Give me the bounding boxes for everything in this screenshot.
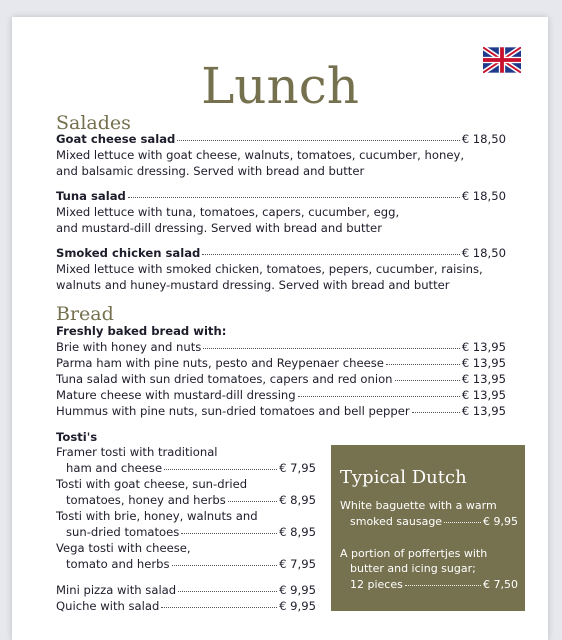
menu-item (350, 516, 518, 527)
item-price: € 7,95 (279, 461, 316, 475)
leader-dots (202, 254, 459, 255)
item-name-line: White baguette with a warm (340, 499, 497, 512)
menu-item (66, 463, 316, 475)
item-description (56, 147, 464, 179)
item-price: € 9,95 (483, 515, 518, 528)
item-price: € 8,95 (279, 493, 316, 507)
item-name: Tuna salad with sun dried tomatoes, capers and red onion (56, 372, 393, 386)
leader-dots (161, 607, 277, 608)
leader-dots (386, 364, 460, 365)
leader-dots (128, 197, 460, 198)
item-price: € 13,95 (461, 356, 506, 370)
item-name-line: Tosti with goat cheese, sun-dried (56, 477, 248, 491)
typical-dutch-title: Typical Dutch (340, 467, 467, 488)
menu-item (56, 134, 506, 146)
item-price: € 9,95 (279, 583, 316, 597)
item-price: € 9,95 (279, 599, 316, 613)
item-price: € 18,50 (461, 189, 506, 203)
description-line: and balsamic dressing. Served with bread and butter (56, 164, 365, 178)
menu-item (66, 559, 316, 571)
item-name: Smoked chicken salad (56, 246, 201, 260)
item-price: € 13,95 (461, 372, 506, 386)
leader-dots (164, 469, 277, 470)
menu-page (12, 17, 548, 640)
item-name: ham and cheese (66, 461, 163, 475)
item-name: Mature cheese with mustard-dill dressing (56, 388, 296, 402)
item-price: € 18,50 (461, 246, 506, 260)
menu-item (56, 248, 506, 260)
section-title-bread: Bread (56, 303, 114, 325)
menu-item (350, 579, 518, 590)
typical-dutch-box (331, 445, 525, 611)
item-name-line: Tosti with brie, honey, walnuts and (56, 509, 258, 523)
item-price: € 7,95 (279, 557, 316, 571)
item-price: € 13,95 (461, 388, 506, 402)
item-name-line: A portion of poffertjes with (340, 547, 488, 560)
leader-dots (181, 533, 277, 534)
menu-item (66, 495, 316, 507)
item-name: Quiche with salad (56, 599, 160, 613)
description-line: Mixed lettuce with smoked chicken, tomatoes, pepers, cucumber, raisins, (56, 262, 483, 276)
tosti-subtitle: Tosti's (56, 430, 98, 444)
leader-dots (395, 380, 460, 381)
leader-dots (172, 565, 278, 566)
item-name: Mini pizza with salad (56, 583, 177, 597)
item-description (56, 204, 399, 236)
leader-dots (203, 348, 459, 349)
bread-subtitle: Freshly baked bread with: (56, 324, 227, 338)
description-line: and mustard-dill dressing. Served with bread and butter (56, 221, 382, 235)
menu-item (66, 527, 316, 539)
menu-item (56, 406, 506, 418)
menu-item (56, 191, 506, 203)
item-price: € 8,95 (279, 525, 316, 539)
item-name: tomatoes, honey and herbs (66, 493, 226, 507)
item-name: Tuna salad (56, 189, 126, 203)
leader-dots (178, 591, 277, 592)
item-name-line: butter and icing sugar; (350, 562, 476, 575)
item-name-line: Vega tosti with cheese, (56, 541, 191, 555)
item-price: € 18,50 (461, 132, 506, 146)
item-price: € 7,50 (483, 578, 518, 591)
item-name: 12 pieces (350, 578, 403, 591)
menu-item (56, 374, 506, 386)
leader-dots (298, 396, 460, 397)
menu-item (56, 601, 316, 613)
menu-item (56, 585, 316, 597)
menu-item (56, 390, 506, 402)
page-title: Lunch (201, 57, 359, 115)
description-line: Mixed lettuce with tuna, tomatoes, capers, cucumber, egg, (56, 205, 400, 219)
item-description (56, 261, 483, 293)
menu-item (56, 342, 506, 354)
item-name: tomato and herbs (66, 557, 170, 571)
leader-dots (177, 140, 459, 141)
leader-dots (444, 522, 481, 523)
leader-dots (228, 501, 277, 502)
description-line: walnuts and huney-mustard dressing. Served with bread and butter (56, 278, 450, 292)
menu-item (56, 358, 506, 370)
item-name: smoked sausage (350, 515, 443, 528)
item-price: € 13,95 (461, 340, 506, 354)
item-name-line: Framer tosti with traditional (56, 445, 218, 459)
leader-dots (405, 585, 481, 586)
item-price: € 13,95 (461, 404, 506, 418)
item-name: sun-dried tomatoes (66, 525, 180, 539)
leader-dots (412, 412, 460, 413)
item-name: Hummus with pine nuts, sun-dried tomatoes and bell pepper (56, 404, 410, 418)
section-title-salades: Salades (56, 112, 131, 134)
item-name: Brie with honey and nuts (56, 340, 202, 354)
item-name: Parma ham with pine nuts, pesto and Reypenaer cheese (56, 356, 384, 370)
item-name: Goat cheese salad (56, 132, 176, 146)
description-line: Mixed lettuce with goat cheese, walnuts, tomatoes, cucumber, honey, (56, 148, 465, 162)
